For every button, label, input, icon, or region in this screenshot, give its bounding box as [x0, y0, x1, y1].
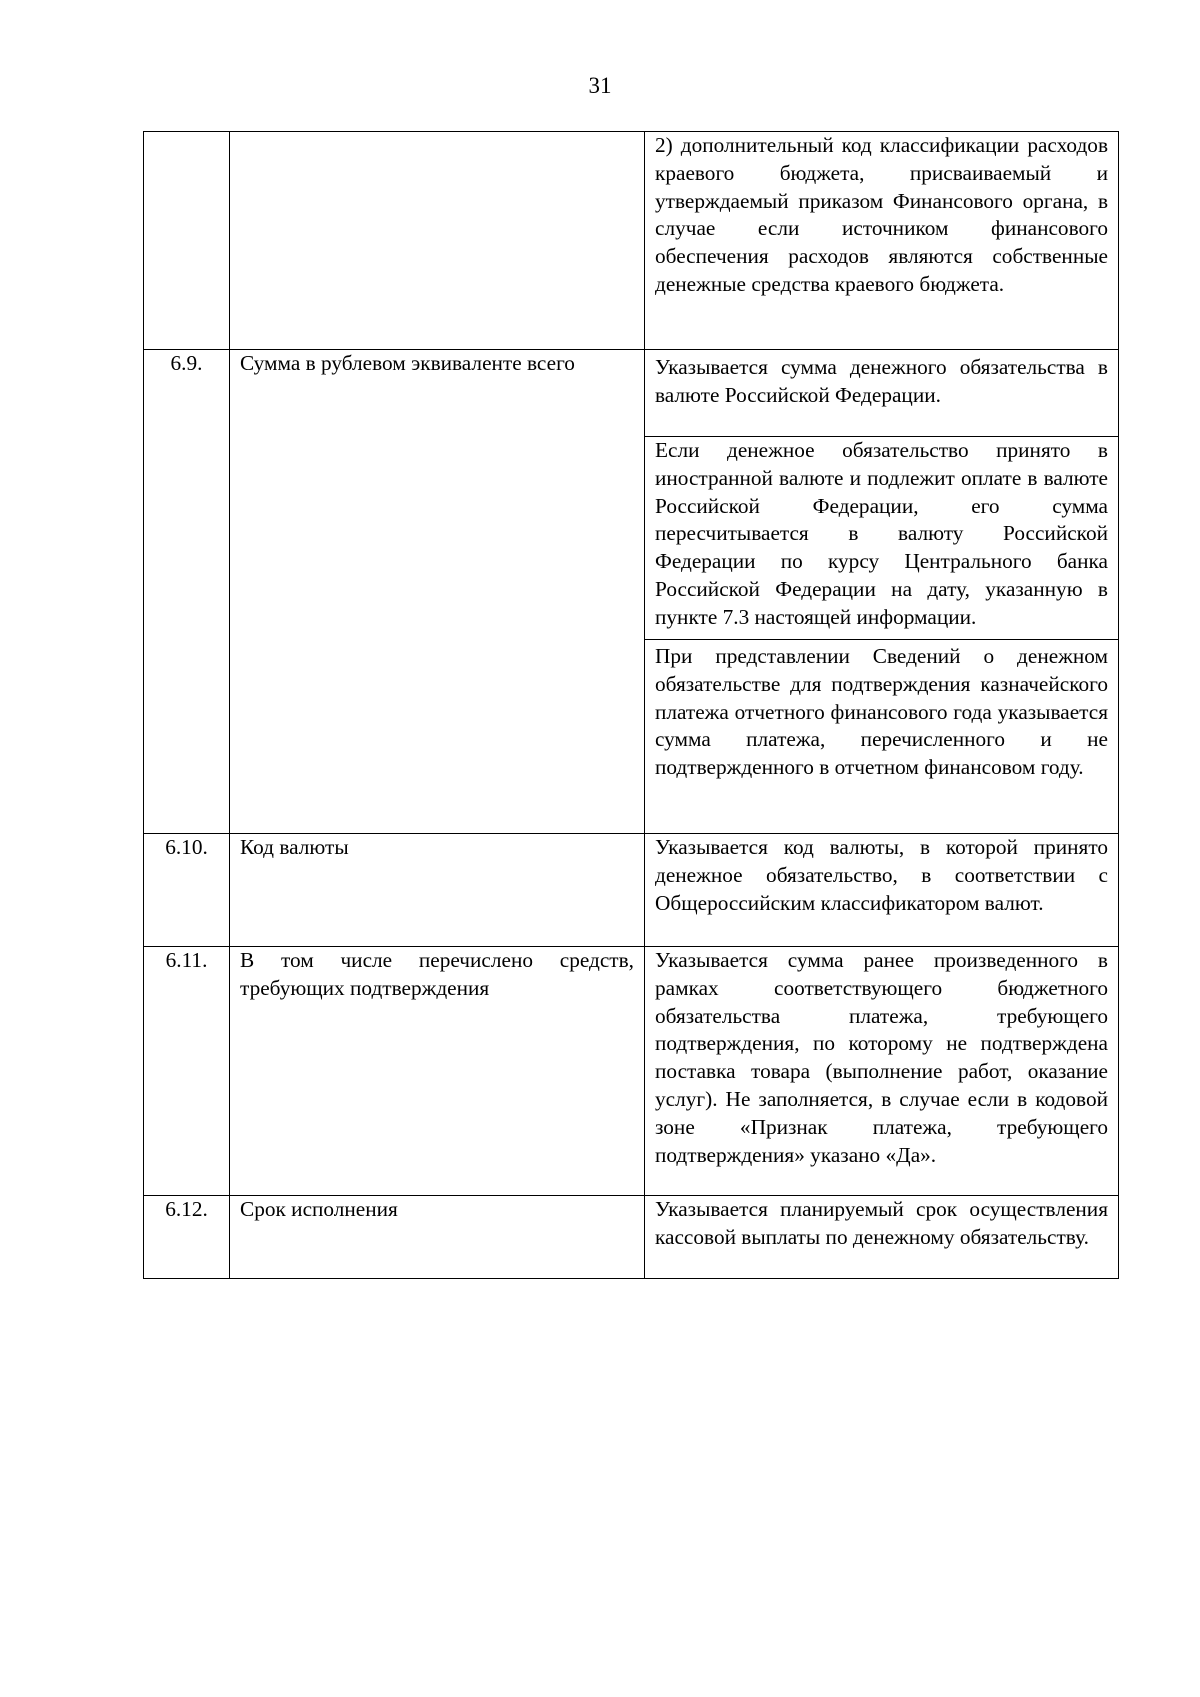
row-description-cell: Указывается сумма ранее произведенного в рамках соответствующего бюджетного обязательства платежа, требующего подтверждения, по которому не подтверждена поставка товара (выполнение работ, оказание услуг). Не заполняется, в случае если в кодовой зоне «Признак платежа, требующего подтверждения» указано «Да». — [645, 947, 1119, 1196]
table-row — [144, 350, 1119, 437]
row-description-cell: 2) дополнительный код классификации расходов краевого бюджета, присваиваемый и утверждаемый приказом Финансового органа, в случае если источником финансового обеспечения расходов являются собственные денежные средства краевого бюджета. — [645, 132, 1119, 350]
row-description-cell: Если денежное обязательство принято в иностранной валюте и подлежит оплате в валюте Российской Федерации, его сумма пересчитывается в валюту Российской Федерации по курсу Центрального банка Российской Федерации на дату, указанную в пункте 7.3 настоящей информации. — [645, 437, 1119, 640]
row-number-cell — [144, 132, 230, 350]
row-description-cell: Указывается планируемый срок осуществления кассовой выплаты по денежному обязательству. — [645, 1196, 1119, 1279]
table-row — [144, 947, 1119, 1196]
table-row — [144, 834, 1119, 947]
row-description-cell: Указывается код валюты, в которой принято денежное обязательство, в соответствии с Общероссийским классификатором валют. — [645, 834, 1119, 947]
page-number: 31 — [588, 73, 612, 98]
table-row — [144, 132, 1119, 350]
row-name-cell: Сумма в рублевом эквиваленте всего — [230, 350, 645, 834]
row-name-cell — [230, 132, 645, 350]
row-number-cell: 6.11. — [144, 947, 230, 1196]
row-name-cell: Срок исполнения — [230, 1196, 645, 1279]
document-table — [143, 131, 1119, 1279]
row-name-cell: Код валюты — [230, 834, 645, 947]
row-description-cell: При представлении Сведений о денежном обязательстве для подтверждения казначейского платежа отчетного финансового года указывается сумма платежа, перечисленного и не подтвержденного в отчетном финансовом году. — [645, 640, 1119, 834]
row-number-cell: 6.12. — [144, 1196, 230, 1279]
row-number-cell: 6.9. — [144, 350, 230, 834]
row-description-cell: Указывается сумма денежного обязательства в валюте Российской Федерации. — [645, 350, 1119, 437]
table-row — [144, 1196, 1119, 1279]
row-name-cell: В том числе перечислено средств, требующих подтверждения — [230, 947, 645, 1196]
row-number-cell: 6.10. — [144, 834, 230, 947]
